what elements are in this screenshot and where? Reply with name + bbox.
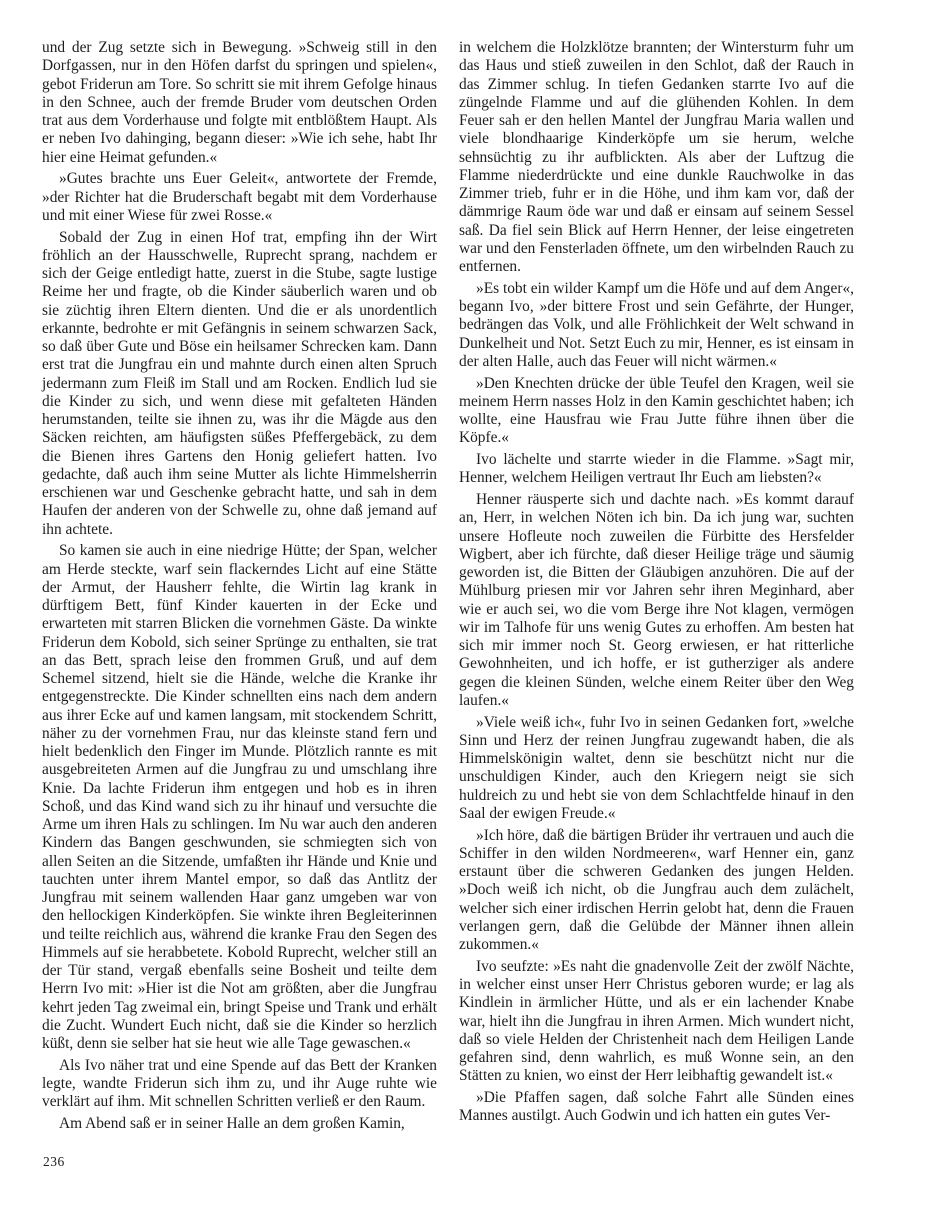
text-column-right: [459, 39, 854, 1133]
paragraph: Ivo seufzte: »Es naht die gnadenvolle Zeit der zwölf Nächte, in welcher einst unser Herr Christus geboren wurde; er lag als Kindlein in ärmlicher Hütte, und als er ein lachender Knabe war, hielt ihn die Jungfrau in ihren Armen. Mich wundert nicht, daß so viele Helden der Christenheit nach dem Heiligen Lande gefahren sind, denn wahrlich, es muß Wonne sein, an den Stätten zu knien, wo einst der Herr leibhaftig gewandelt ist.«: [459, 957, 854, 1085]
paragraph: So kamen sie auch in eine niedrige Hütte; der Span, welcher am Herde steckte, warf sein flackerndes Licht auf eine Stätte der Armut, der Hausherr fehlte, die Wirtin lag krank in dürftigem Bett, fünf Kinder kauerten in der Ecke und erwarteten mit starren Blicken die vornehmen Gäste. Da winkte Friderun dem Kobold, sich seiner Sprünge zu enthalten, sie trat an das Bett, sprach leise den frommen Gruß, und auf dem Schemel sitzend, hielt sie die Hände, welche die Kranke ihr entgegenstreckte. Die Kinder schnellten eins nach dem andern aus ihrer Ecke auf und kamen langsam, mit stockendem Schritt, näher zu der vornehmen Frau, nur das kleinste stand fern und hielt bedenklich den Finger im Munde. Plötzlich rannte es mit ausgebreiteten Armen auf die Jungfrau zu und umschlang ihre Knie. Da lachte Friderun ihm entgegen und hob es in ihren Schoß, und das Kind wand sich zu ihr hinauf und versuchte die Arme um ihren Hals zu schlingen. Im Nu war auch den anderen Kindern das Bangen geschwunden, sie schmiegten sich von allen Seiten an die Sitzende, umfaßten ihr Hände und Knie und tauchten unter ihrem Mantel empor, so daß das Antlitz der Jungfrau mit seinem wallenden Haar ganz umgeben war von den hellockigen Kinderköpfen. Sie winkte ihren Begleiterinnen und teilte reichlich aus, während die kranke Frau den Segen des Himmels auf sie herabbetete. Kobold Ruprecht, welcher still an der Tür stand, vergaß ebenfalls seine Bosheit und teilte dem Herrn Ivo mit: »Hier ist die Not am größten, aber die Jungfrau kehrt jeden Tag zweimal ein, bringt Speise und Trank und erhält die Zucht. Wundert Euch nicht, daß sie die Kinder so herzlich küßt, denn sie selber hat sie heut wie alle Tage gewaschen.«: [42, 542, 437, 1052]
paragraph: Als Ivo näher trat und eine Spende auf das Bett der Kranken legte, wandte Friderun sich ihm zu, und ihr Auge ruhte wie verklärt auf ihm. Mit schnellen Schritten verließ er den Raum.: [42, 1056, 437, 1111]
text-columns: [42, 39, 854, 1133]
paragraph: »Gutes brachte uns Euer Geleit«, antwortete der Fremde, »der Richter hat die Bruderschaft begabt mit dem Vorderhause und mit einer Wiese für zwei Rosse.«: [42, 170, 437, 224]
paragraph: »Ich höre, daß die bärtigen Brüder ihr vertrauen und auch die Schiffer in den wilden Nordmeeren«, warf Henner ein, ganz erstaunt über die schweren Gedanken des jungen Helden. »Doch weiß ich nicht, ob die Jungfrau auch dem zulächelt, welcher sich einer irdischen Herrin gelobt hat, denn die Frauen verlangen gern, daß die Gelübde der Männer ihnen allein zukommen.«: [459, 826, 854, 953]
paragraph: »Die Pfaffen sagen, daß solche Fahrt alle Sünden eines Mannes austilgt. Auch Godwin und ich hatten ein gutes Ver-: [459, 1089, 854, 1125]
paragraph: in welchem die Holzklötze brannten; der Wintersturm fuhr um das Haus und stieß zuweilen in den Schlot, daß der Rauch in das Zimmer schlug. In tiefen Gedanken starrte Ivo auf die züngelnde Flamme und auf die glühenden Kohlen. In dem Feuer sah er den hellen Mantel der Jungfrau Maria wallen und viele blondhaarige Kinderköpfe um sie herum, welche sehnsüchtig zu ihr aufblickten. Als aber der Luftzug die Flamme niederdrückte und eine dunkle Rauchwolke in das Zimmer trieb, fuhr er in die Höhe, und ihm kam vor, daß der dämmrige Raum öde war und daß er einsam auf seinem Sessel saß. Da fiel sein Blick auf Herrn Henner, der leise eingetreten war und den Fensterladen öffnete, um den wirbelnden Rauch zu entfernen.: [459, 39, 854, 275]
paragraph: »Viele weiß ich«, fuhr Ivo in seinen Gedanken fort, »welche Sinn und Herz der reinen Jungfrau zugewandt haben, die als Himmelskönigin waltet, denn sie beschützt nicht nur die unschuldigen Kinder, auch den Kriegern neigt sie sich huldreich zu und hebt sie von dem Schlachtfelde hinauf in den Saal der ewigen Freude.«: [459, 713, 854, 822]
paragraph: Henner räusperte sich und dachte nach. »Es kommt darauf an, Herr, in welchen Nöten ich bin. Da ich jung war, suchten unsere Hofleute noch zuweilen die Fürbitte des Hersfelder Wigbert, aber ich fürchte, daß dieser Heilige träge und säumig geworden ist, die Bitten der Gläubigen anzuhören. Die auf der Mühlburg priesen mir vor Jahren sehr ihren Meginhard, aber wie er auch sei, wo die vom Berge ihre Not klagen, vermögen wir im Talhofe für uns wenig Gutes zu erhoffen. Am besten hat sich mir immer noch St. Georg erwiesen, er hat ritterliche Gewohnheiten, und ich hoffe, er ist gutherziger als andere gegen die kleinen Sünden, welche einem Reiter über den Weg laufen.«: [459, 491, 854, 709]
paragraph: »Den Knechten drücke der üble Teufel den Kragen, weil sie meinem Herrn nasses Holz in den Kamin geschichtet haben; ich wollte, eine Hausfrau wie Frau Jutte führe ihnen über die Köpfe.«: [459, 374, 854, 447]
page-number: 236: [43, 1154, 65, 1169]
paragraph: Am Abend saß er in seiner Halle an dem großen Kamin,: [59, 1115, 405, 1132]
paragraph: »Es tobt ein wilder Kampf um die Höfe und auf dem Anger«, begann Ivo, »der bittere Frost und sein Gefährte, der Hunger, bedrängen das Volk, und alle Fröhlichkeit der Welt schwand in Dunkelheit und Not. Setzt Euch zu mir, Henner, es ist einsam in der alten Halle, auch das Feuer will nicht wärmen.«: [459, 279, 854, 370]
text-column-left: [42, 39, 437, 1133]
paragraph: Sobald der Zug in einen Hof trat, empfing ihn der Wirt fröhlich an der Hausschwelle, Ruprecht sprang, nachdem er sich der Geige entledigt hatte, zuerst in die Stube, sagte lustige Reime her und fragte, ob die Kinder säuberlich waren und ob sie züchtig ihren Eltern dienten. Und die er als unordentlich erkannte, bedrohte er mit Gefängnis in seinem schwarzen Sack, so daß über Gute und Böse ein heilsamer Schrecken kam. Dann erst trat die Jungfrau ein und mahnte durch einen alten Spruch jedermann zum Fleiß im Stall und am Rocken. Endlich lud sie die Kinder zu sich, und wenn diese mit gefalteten Händen herumstanden, teilte sie ihnen zu, was ihr die Mägde aus den Säcken reichten, am häufigsten süßes Pfeffergebäck, zu dem die Bienen ihres Gartens den Honig geliefert hatten. Ivo gedachte, daß auch ihm seine Mutter als lichte Himmelsherrin erschienen war und Geschenke gebracht hatte, und sah in dem Haufen der anderen von der Schwelle zu, ohne daß jemand auf ihn achtete.: [42, 228, 437, 538]
paragraph: Ivo lächelte und starrte wieder in die Flamme. »Sagt mir, Henner, welchem Heiligen vertraut Ihr Euch am liebsten?«: [459, 451, 854, 487]
paragraph: und der Zug setzte sich in Bewegung. »Schweig still in den Dorfgassen, nur in den Höfen darfst du springen und spielen«, gebot Friderun am Tore. So schritt sie mit ihrem Gefolge hinaus in den Schnee, auch der fremde Bruder vom deutschen Orden trat aus dem Vorderhause und folgte mit entblößtem Haupt. Als er neben Ivo dahinging, begann dieser: »Wie ich sehe, habt Ihr hier eine Heimat gefunden.«: [42, 39, 437, 166]
